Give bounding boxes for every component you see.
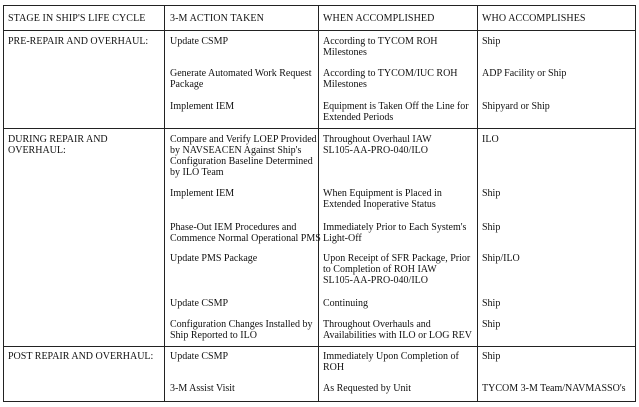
action-line: Generate Automated Work Request (170, 68, 312, 79)
who-line: Ship (482, 222, 501, 233)
who-cell (482, 68, 566, 79)
when-line: Immediately Upon Completion of (323, 351, 459, 362)
stage-line: OVERHAUL: (8, 145, 66, 156)
who-line: Ship (482, 351, 501, 362)
action-cell (170, 222, 321, 244)
stage-post-repair (8, 351, 153, 362)
when-line: Continuing (323, 298, 369, 309)
when-cell (323, 253, 470, 286)
who-line: Ship (482, 36, 501, 47)
when-line: According to TYCOM/IUC ROH (323, 68, 458, 79)
action-cell (170, 298, 228, 309)
section-divider (4, 128, 635, 129)
when-cell (323, 383, 411, 394)
action-cell (170, 253, 257, 264)
column-divider (477, 6, 478, 401)
when-line: Milestones (323, 47, 367, 58)
action-line: Commence Normal Operational PMS (170, 233, 321, 244)
when-line: SL105-AA-PRO-040/ILO (323, 275, 428, 286)
when-line: Availabilities with ILO or LOG REV (323, 330, 472, 341)
stage-line: DURING REPAIR AND (8, 134, 108, 145)
who-line: Ship (482, 298, 501, 309)
when-line: Throughout Overhauls and (323, 319, 431, 330)
when-line: SL105-AA-PRO-040/ILO (323, 145, 428, 156)
header-when: WHEN ACCOMPLISHED (323, 13, 435, 24)
when-cell (323, 68, 458, 90)
when-line: Upon Receipt of SFR Package, Prior (323, 253, 471, 264)
who-cell (482, 253, 520, 264)
who-line: Ship/ILO (482, 253, 520, 264)
stage-line: POST REPAIR AND OVERHAUL: (8, 351, 154, 362)
action-line: by ILO Team (170, 167, 224, 178)
column-divider (318, 6, 319, 401)
life-cycle-table (3, 5, 636, 402)
action-cell (170, 188, 234, 199)
who-cell (482, 351, 500, 362)
who-cell (482, 298, 500, 309)
who-line: TYCOM 3-M Team/NAVMASSO's (482, 383, 626, 394)
when-cell (323, 222, 466, 244)
when-cell (323, 298, 368, 309)
when-cell (323, 319, 472, 341)
when-line: Throughout Overhaul IAW (323, 134, 432, 145)
action-line: Update PMS Package (170, 253, 258, 264)
when-line: Extended Inoperative Status (323, 199, 436, 210)
section-divider (4, 346, 635, 347)
action-line: Configuration Changes Installed by (170, 319, 313, 330)
who-cell (482, 383, 626, 394)
header-action: 3-M ACTION TAKEN (170, 13, 264, 24)
when-line: Milestones (323, 79, 367, 90)
who-cell (482, 36, 500, 47)
action-line: Compare and Verify LOEP Provided (170, 134, 317, 145)
when-cell (323, 36, 438, 58)
action-line: Update CSMP (170, 36, 229, 47)
who-line: ILO (482, 134, 499, 145)
action-cell (170, 351, 228, 362)
when-cell (323, 134, 432, 156)
action-cell (170, 68, 311, 90)
action-cell (170, 101, 234, 112)
who-line: Shipyard or Ship (482, 101, 550, 112)
who-cell (482, 188, 500, 199)
when-line: Extended Periods (323, 112, 394, 123)
when-cell (323, 101, 469, 123)
action-line: Update CSMP (170, 298, 229, 309)
action-line: Ship Reported to ILO (170, 330, 257, 341)
when-line: As Requested by Unit (323, 383, 412, 394)
header-divider (4, 30, 635, 31)
action-cell (170, 134, 317, 178)
action-cell (170, 36, 228, 47)
when-line: When Equipment is Placed in (323, 188, 442, 199)
action-line: Implement IEM (170, 101, 235, 112)
when-line: to Completion of ROH IAW (323, 264, 437, 275)
stage-during-repair (8, 134, 108, 156)
header-who: WHO ACCOMPLISHES (482, 13, 586, 24)
who-cell (482, 134, 499, 145)
who-line: Ship (482, 319, 501, 330)
who-cell (482, 222, 500, 233)
when-line: Immediately Prior to Each System's (323, 222, 467, 233)
when-cell (323, 188, 442, 210)
action-cell (170, 319, 312, 341)
action-line: by NAVSEACEN Against Ship's (170, 145, 302, 156)
when-line: Light-Off (323, 233, 362, 244)
action-line: Implement IEM (170, 188, 235, 199)
header-stage: STAGE IN SHIP'S LIFE CYCLE (8, 13, 146, 24)
action-line: Phase-Out IEM Procedures and (170, 222, 297, 233)
action-line: Update CSMP (170, 351, 229, 362)
who-line: Ship (482, 188, 501, 199)
when-cell (323, 351, 459, 373)
stage-pre-repair (8, 36, 148, 47)
when-line: According to TYCOM ROH (323, 36, 438, 47)
action-line: 3-M Assist Visit (170, 383, 235, 394)
who-cell (482, 101, 550, 112)
when-line: ROH (323, 362, 345, 373)
who-line: ADP Facility or Ship (482, 68, 567, 79)
column-divider (164, 6, 165, 401)
action-line: Package (170, 79, 204, 90)
action-line: Configuration Baseline Determined (170, 156, 313, 167)
when-line: Equipment is Taken Off the Line for (323, 101, 469, 112)
who-cell (482, 319, 500, 330)
stage-line: PRE-REPAIR AND OVERHAUL: (8, 36, 149, 47)
action-cell (170, 383, 235, 394)
